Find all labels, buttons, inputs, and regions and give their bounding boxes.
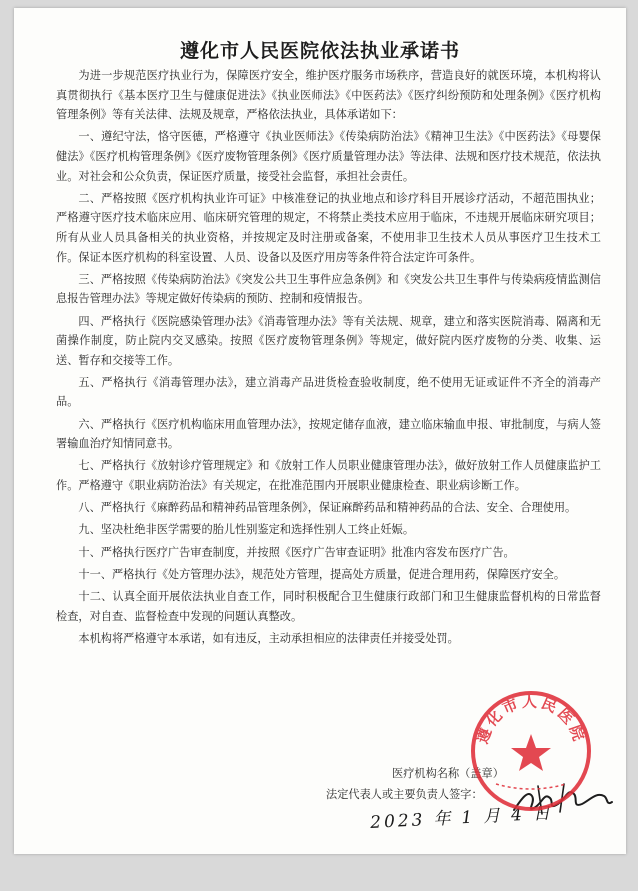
- commitment-item-1: 一、遵纪守法，恪守医德，严格遵守《执业医师法》《传染病防治法》《精神卫生法》《中医药法》《母婴保健法》《医疗机构管理条例》《医疗废物管理条例》《医疗质量管理办法》等法律、法规和医疗技术规范，依法执业。对社会和公众负责，保证医疗质量，接受社会监督，承担社会责任。: [56, 130, 601, 183]
- commitment-item-9: 九、坚决杜绝非医学需要的胎儿性别鉴定和选择性别人工终止妊娠。: [78, 523, 415, 537]
- date-month-unit: 月: [482, 806, 504, 828]
- institution-name-label: 医疗机构名称（盖章）: [392, 767, 504, 780]
- document-page: [14, 8, 626, 854]
- commitment-item-4: 四、严格执行《医院感染管理办法》《消毒管理办法》等有关法规、规章，建立和落实医院消毒、隔离和无菌操作制度，防止院内交叉感染。按照《医疗废物管理条例》等规定，做好院内医疗废物的分类、收集、运送、暂存和交接等工作。: [56, 314, 601, 367]
- commitment-item-8: 八、严格执行《麻醉药品和精神药品管理条例》，保证麻醉药品和精神药品的合法、安全、合理使用。: [78, 501, 577, 515]
- official-seal-icon: [466, 686, 596, 816]
- handwritten-signature: [508, 776, 618, 820]
- seal-text: 遵化市人民医院: [473, 692, 589, 746]
- signing-date: [369, 798, 561, 833]
- commitment-item-2: 二、严格按照《医疗机构执业许可证》中核准登记的执业地点和诊疗科目开展诊疗活动，不超范围执业；严格遵守医疗技术临床应用、临床研究管理的规定，不将禁止类技术应用于临床，不违规开展临床研究项目；所有从业人员具备相关的执业资格，并按规定及时注册或备案，不使用非卫生技术人员从事医疗卫生技术工作。保证本医疗机构的科室设置、人员、设备以及医疗用房等条件符合法定许可条件。: [56, 191, 601, 264]
- document-body: [56, 66, 601, 651]
- date-day: 4: [510, 804, 526, 826]
- commitment-item-12: 十二、认真全面开展依法执业自查工作，同时积极配合卫生健康行政部门和卫生健康监督机构的日常监督检查，对自查、监督检查中发现的问题认真整改。: [56, 589, 601, 623]
- commitment-item-10: 十、严格执行医疗广告审查制度，并按照《医疗广告审查证明》批准内容发布医疗广告。: [78, 545, 515, 559]
- svg-text:遵化市人民医院: [473, 693, 588, 746]
- date-day-unit: 日: [532, 803, 554, 825]
- date-year-unit: 年: [432, 808, 454, 830]
- commitment-item-11: 十一、严格执行《处方管理办法》，规范处方管理，提高处方质量，促进合理用药，保障医疗安全。: [78, 567, 566, 581]
- date-year: 2023: [369, 810, 426, 833]
- date-month: 1: [460, 807, 476, 829]
- commitment-item-7: 七、严格执行《放射诊疗管理规定》和《放射工作人员职业健康管理办法》，做好放射工作人员健康监护工作。严格遵守《职业病防治法》有关规定，在批准范围内开展职业健康检查、职业病诊断工作。: [56, 459, 601, 493]
- representative-signature-label: 法定代表人或主要负责人签字：: [326, 788, 483, 801]
- commitment-item-6: 六、严格执行《医疗机构临床用血管理办法》，按规定储存血液，建立临床输血申报、审批制度，与病人签署输血治疗知情同意书。: [56, 417, 601, 451]
- document-title: 遵化市人民医院依法执业承诺书: [179, 40, 460, 62]
- preamble-paragraph: 为进一步规范医疗执业行为，保障医疗安全，维护医疗服务市场秩序，营造良好的就医环境，本机构将认真贯彻执行《基本医疗卫生与健康促进法》《执业医师法》《中医药法》《医疗纠纷预防和处理条例》《医疗机构管理条例》等有关法律、法规及规章，严格依法执业，具体承诺如下：: [56, 69, 601, 122]
- commitment-item-3: 三、严格按照《传染病防治法》《突发公共卫生事件应急条例》和《突发公共卫生事件与传染病疫情监测信息报告管理办法》等规定做好传染病的预防、控制和疫情报告。: [56, 272, 601, 306]
- commitment-item-5: 五、严格执行《消毒管理办法》，建立消毒产品进货检查验收制度，绝不使用无证或证件不齐全的消毒产品。: [56, 375, 601, 409]
- closing-statement: 本机构将严格遵守本承诺，如有违反，主动承担相应的法律责任并接受处罚。: [78, 631, 459, 645]
